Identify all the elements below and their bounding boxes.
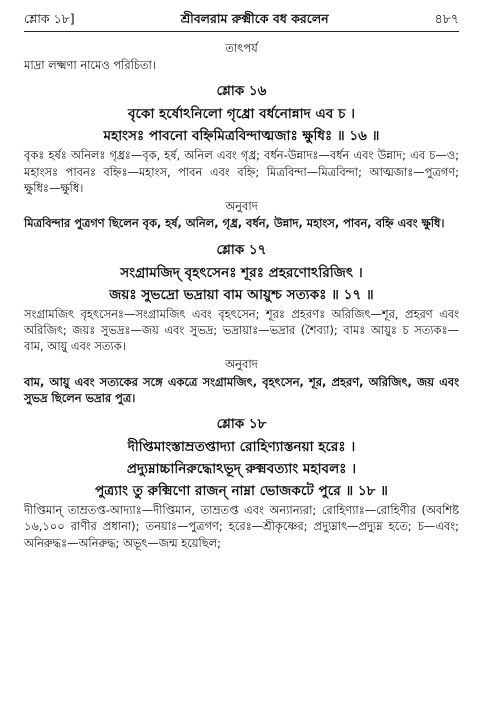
verse-16-synonyms: বৃকঃ হর্ষঃ অনিলঃ গৃধ্রঃ—বৃক, হর্ষ, অনিল এবং গৃধ্র; বর্ধন-উন্নাদঃ—বর্ধন এবং উন্নাদ; এব চ—ও; মহাংসঃ পাবনঃ বহ্নিঃ—মহাংস, পাবন এবং বহ্নি; মিত্রবিন্দা—মিত্রবিন্দা; আত্মজাঃ—পুত্রগণ; ক্ষুধিঃ—ক্ষুধি। <box>24 148 459 195</box>
verse-18-line-1: দীপ্তিমাংস্তাম্রতপ্তাদ্যা রোহিণ্যাস্তনয়া হরেঃ । <box>127 439 356 456</box>
verse-18-line-2: প্রদ্যুম্নাচ্চানিরুদ্ধোঽভূদ্ রুক্মবত্যাং মহাবলঃ । <box>126 461 357 478</box>
verse-16-translation: মিত্রবিন্দার পুত্রগণ ছিলেন বৃক, হর্ষ, অনিল, গৃধ্র, বর্ধন, উন্নাদ, মহাংস, পাবন, বহ্নি এবং ক্ষুধি। <box>24 216 445 231</box>
verse-16-translation-label: অনুবাদ <box>225 199 258 214</box>
verse-16-line-1: বৃকো হর্ষোঽনিলো গৃধ্রো বর্ধনোন্নাদ এব চ । <box>127 106 356 123</box>
header-title: শ্রীবলরাম রুক্মীকে বধ করলেন <box>180 11 329 26</box>
running-header <box>24 10 459 32</box>
verse-17-translation-label: অনুবাদ <box>225 357 258 372</box>
header-verse-ref: শ্লোক ১৮] <box>24 11 75 26</box>
purport-text: মাদ্রা লক্ষ্মণা নামেও পরিচিতা। <box>24 58 156 73</box>
verse-17-translation: বাম, আয়ু এবং সত্যকের সঙ্গে একত্রে সংগ্রামজিৎ, বৃহৎসেন, শূর, প্রহরণ, অরিজিৎ, জয় এবং সুভদ্র ছিলেন ভদ্রার পুত্র। <box>24 374 459 405</box>
verse-18-line-3: পুত্র্যাং তু রুক্মিণো রাজন্ নাম্না ভোজকটে পুরে ॥ ১৮ ॥ <box>95 483 388 500</box>
purport-label: তাৎপর্য <box>225 40 258 55</box>
verse-17-line-2: জয়ঃ সুভদ্রো ভদ্রায়া বাম আয়ুশ্চ সত্যকঃ ॥ ১৭ ॥ <box>109 286 374 303</box>
verse-17-line-1: সংগ্রামজিদ্ বৃহৎসেনঃ শূরঃ প্রহরণোঽরিজিৎ । <box>120 264 363 281</box>
page-number: ৪৮৭ <box>434 11 459 26</box>
verse-16-line-2: মহাংসঃ পাবনো বহ্নিমিত্রবিন্দাত্মজাঃ ক্ষুধিঃ ॥ ১৬ ॥ <box>103 128 380 145</box>
verse-18-synonyms: দীপ্তিমান্ তাম্রতপ্ত-আদ্যাঃ—দীপ্তিমান, তাম্রতপ্ত এবং অন্যান্যরা; রোহিণ্যাঃ—রোহিণীর (অবশিষ্ট ১৬,১০০ রাণীর প্রধানা); তনয়াঃ—পুত্রগণ; হরেঃ—শ্রীকৃষ্ণের; প্রদ্যুম্নাৎ—প্রদ্যুম্ন হতে; চ—এবং; অনিরুদ্ধঃ—অনিরুদ্ধ; অভূৎ—জন্ম হয়েছিল; <box>24 503 459 550</box>
verse-18-heading: শ্লোক ১৮ <box>216 415 267 432</box>
verse-17-synonyms: সংগ্রামজিৎ বৃহৎসেনঃ—সংগ্রামজিৎ এবং বৃহৎসেন; শূরঃ প্রহরণঃ অরিজিৎ—শূর, প্রহরণ এবং অরিজিৎ; জয়ঃ সুভদ্রঃ—জয় এবং সুভদ্র; ভদ্রায়াঃ—ভদ্রার (শৈব্যা); বামঃ আয়ুঃ চ সত্যকঃ—বাম, আয়ু এবং সত্যক। <box>24 306 459 354</box>
verse-17-heading: শ্লোক ১৭ <box>216 241 267 258</box>
verse-16-heading: শ্লোক ১৬ <box>216 83 267 100</box>
